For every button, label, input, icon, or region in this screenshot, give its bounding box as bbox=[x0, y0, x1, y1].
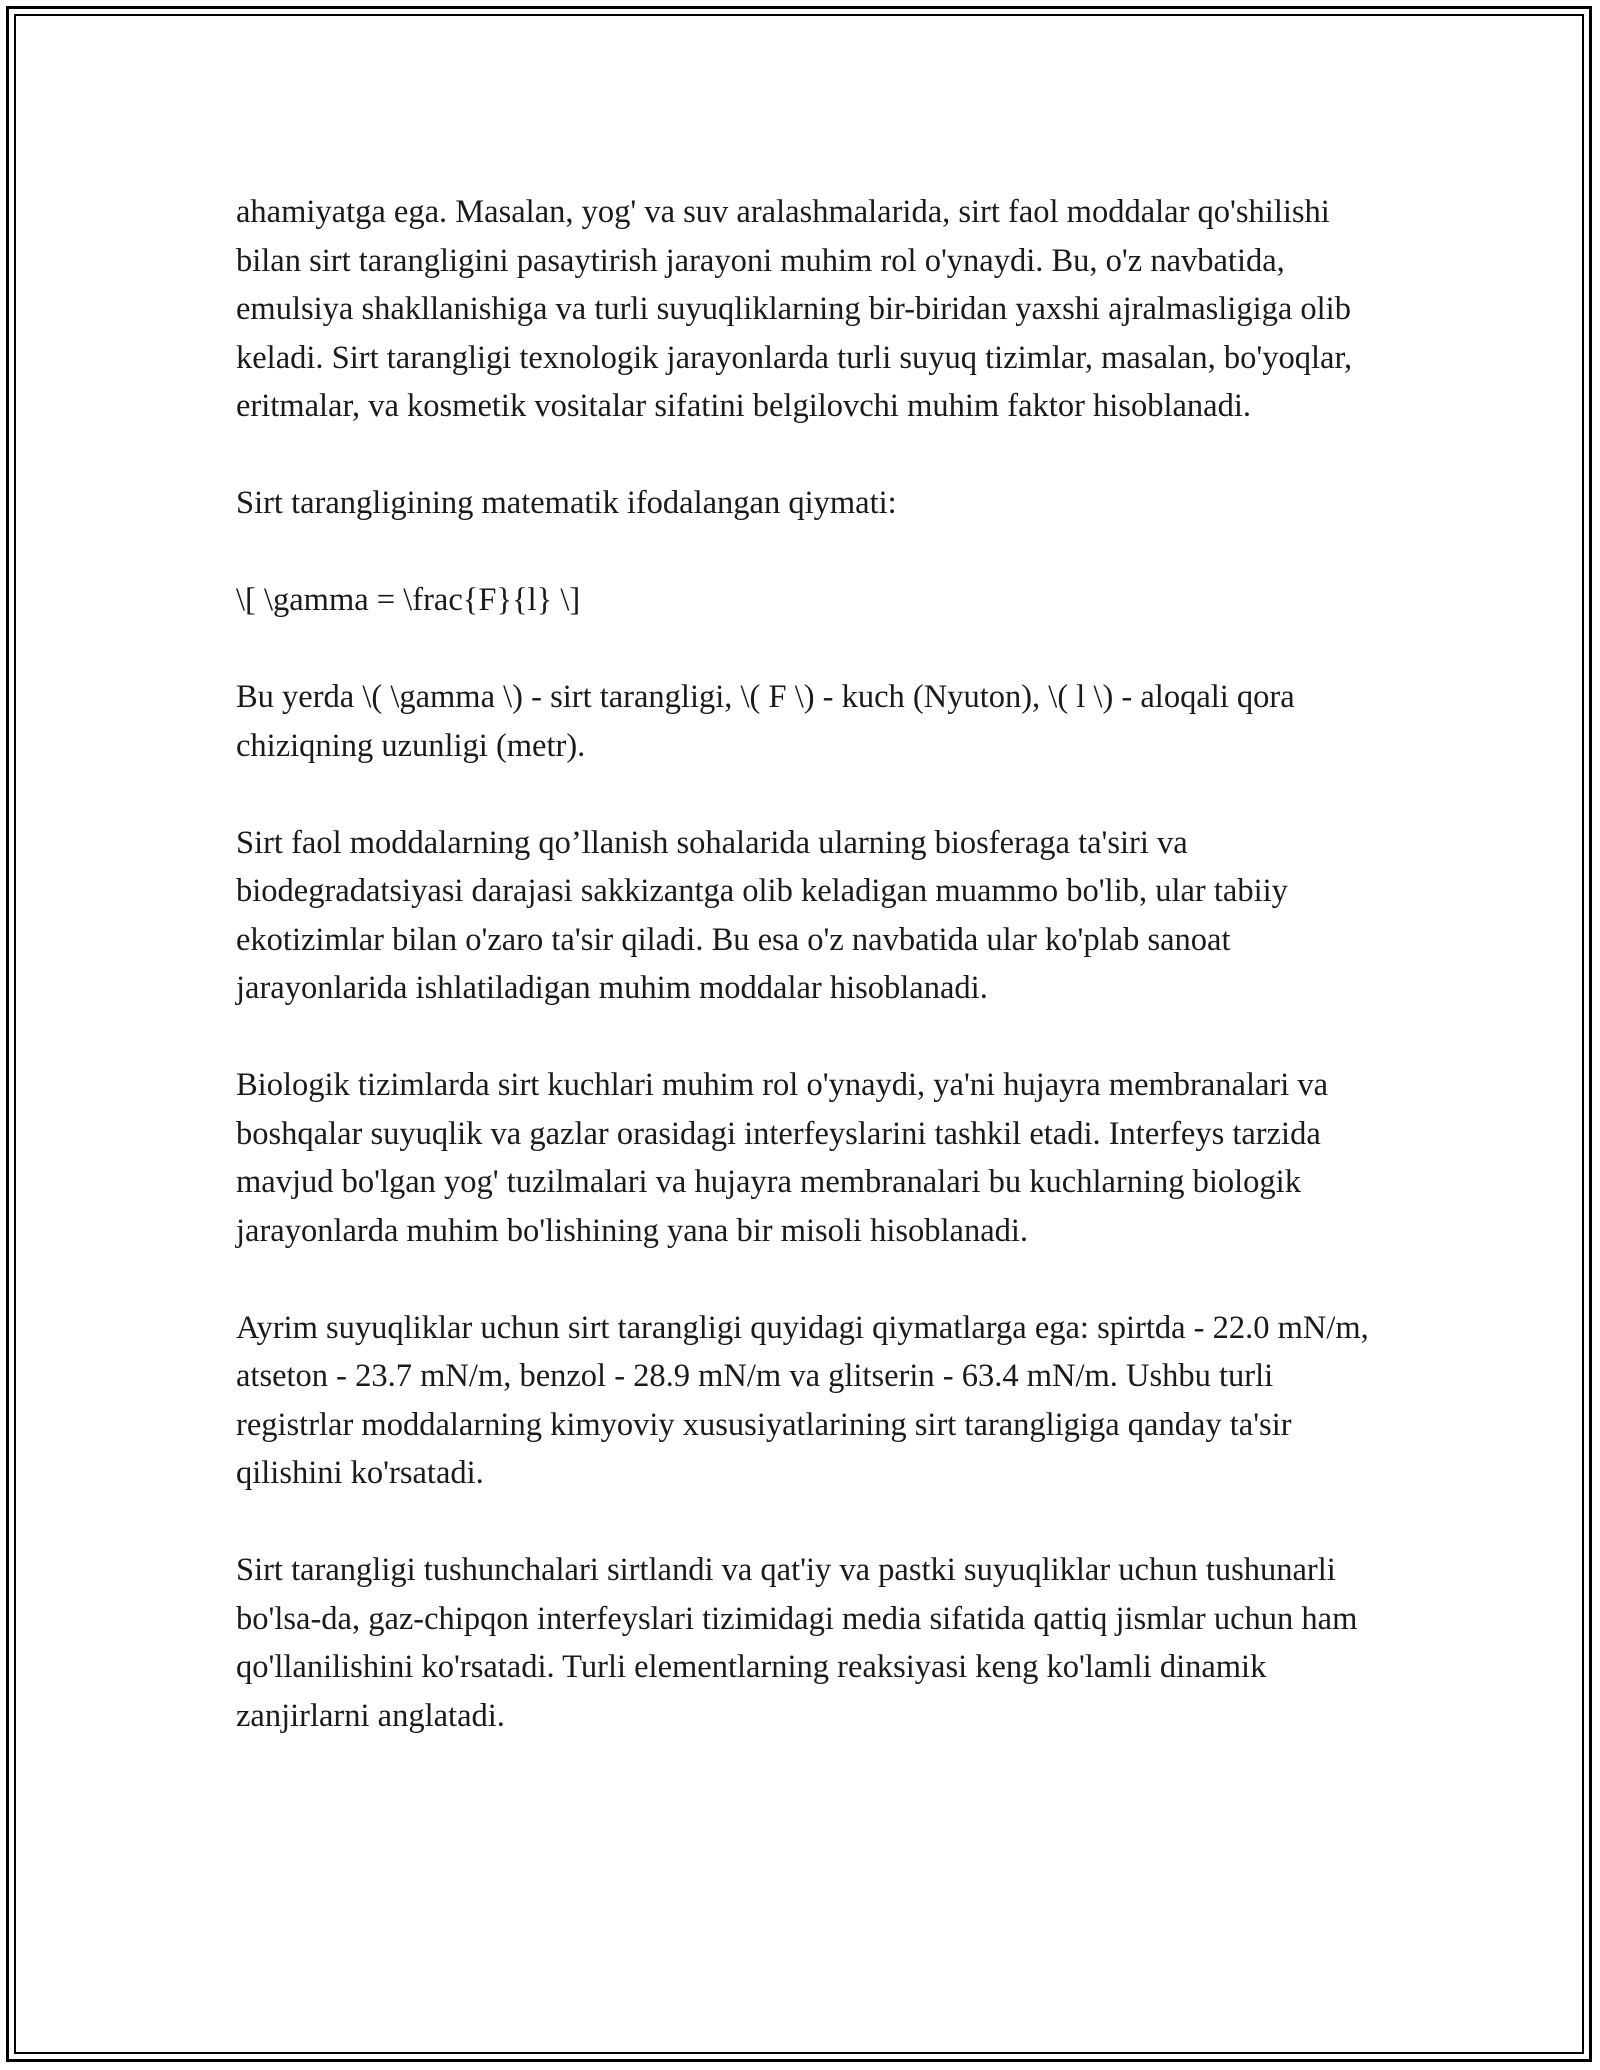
paragraph-values: Ayrim suyuqliklar uchun sirt tarangligi quyidagi qiymatlarga ega: spirtda - 22.0 mN/m, atseton - 23.7 mN/m, benzol - 28.9 mN/m va glitserin - 63.4 mN/m. Ushbu turli registrlar moddalarning kimyoviy xususiyatlarining sirt tarangligiga qanday ta'sir qilishini ko'rsatadi. bbox=[236, 1309, 1369, 1491]
paragraph-biological: Biologik tizimlarda sirt kuchlari muhim rol o'ynaydi, ya'ni hujayra membranalari va boshqalar suyuqlik va gazlar orasidagi interfeyslarini tashkil etadi. Interfeys tarzida mavjud bo'lgan yog' tuzilmalari va hujayra membranalari bu kuchlarning biologik jarayonlarda muhim bo'lishining yana bir misoli hisoblanadi. bbox=[236, 1067, 1329, 1249]
paragraph-intro: ahamiyatga ega. Masalan, yog' va suv aralashmalarida, sirt faol moddalar qo'shilishi bilan sirt tarangligini pasaytirish jarayoni muhim rol o'ynaydi. Bu, o'z navbatida, emulsiya shakllanishiga va turli suyuqliklarning bir-biridan yaxshi ajralmasligiga olib keladi. Sirt tarangligi texnologik jarayonlarda turli suyuq tizimlar, masalan, bo'yoqlar, eritmalar, va kosmetik vositalar sifatini belgilovchi muhim faktor hisoblanadi. bbox=[236, 194, 1353, 424]
document-body bbox=[236, 188, 1376, 1789]
paragraph-conclusion: Sirt tarangligi tushunchalari sirtlandi va qat'iy va pastki suyuqliklar uchun tushunarli bo'lsa-da, gaz-chipqon interfeyslari tizimidagi media sifatida qattiq jismlar uchun ham qo'llanilishini ko'rsatadi. Turli elementlarning reaksiyasi keng ko'lamli dinamik zanjirlarni anglatadi. bbox=[236, 1552, 1358, 1734]
formula-surface-tension: \[ \gamma = \frac{F}{l} \] bbox=[236, 582, 581, 618]
paragraph-formula-intro: Sirt tarangligining matematik ifodalangan qiymati: bbox=[236, 485, 897, 521]
paragraph-formula-legend: Bu yerda \( \gamma \) - sirt tarangligi, \( F \) - kuch (Nyuton), \( l \) - aloqali qora chiziqning uzunligi (metr). bbox=[236, 679, 1295, 764]
paragraph-surfactants: Sirt faol moddalarning qo’llanish sohalarida ularning biosferaga ta'siri va biodegradatsiyasi darajasi sakkizantga olib keladigan muammo bo'lib, ular tabiiy ekotizimlar bilan o'zaro ta'sir qiladi. Bu esa o'z navbatida ular ko'plab sanoat jarayonlarida ishlatiladigan muhim moddalar hisoblanadi. bbox=[236, 824, 1288, 1006]
